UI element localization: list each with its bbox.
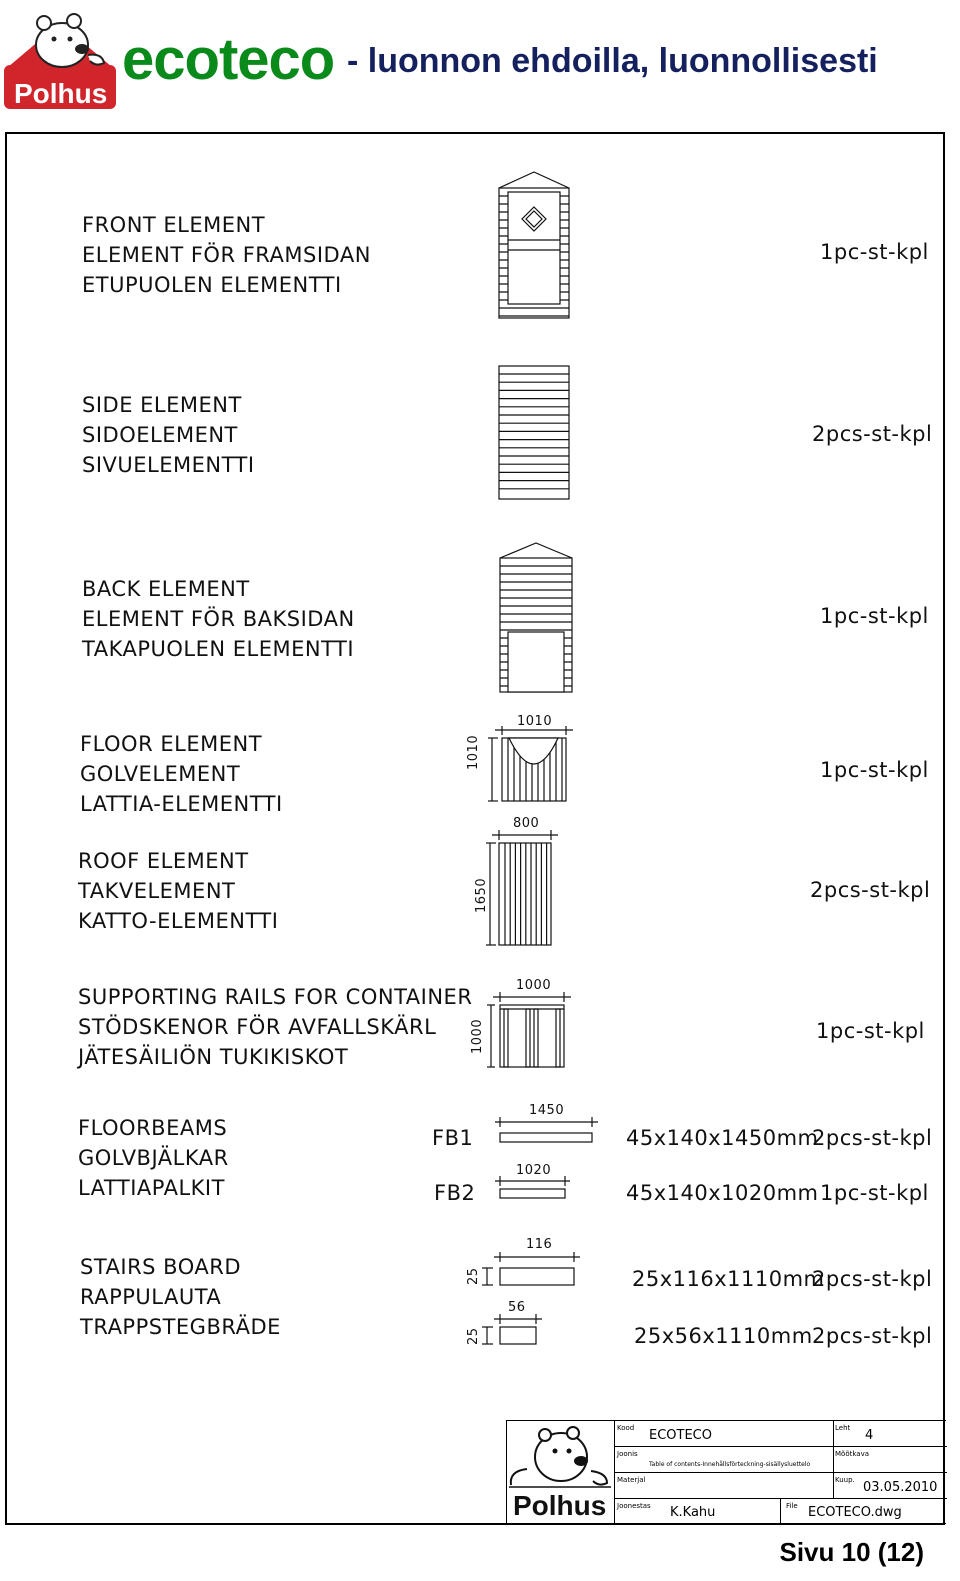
leht-label: Leht xyxy=(835,1424,851,1432)
mootkava-label: Mõõtkava xyxy=(835,1450,870,1458)
size-fb1: 45x140x1450mm xyxy=(626,1126,819,1150)
size-stairs-board-2: 25x56x1110mm xyxy=(634,1324,813,1348)
drawing-back-element xyxy=(500,543,572,692)
qty-fb1: 2pcs-st-kpl xyxy=(812,1126,933,1150)
size-fb2: 45x140x1020mm xyxy=(626,1181,819,1205)
code-fb1: FB1 xyxy=(432,1126,474,1150)
drawing-stairs-board-1 xyxy=(482,1252,580,1285)
joonis-value: Table of contents-Innehållsförteckning-sisällysluettelo xyxy=(649,1461,811,1468)
label-roof-element: ROOF ELEMENT TAKVELEMENT KATTO-ELEMENTTI xyxy=(78,849,279,933)
qty-stairs-board-1: 2pcs-st-kpl xyxy=(812,1267,933,1291)
size-stairs-board-1: 25x116x1110mm xyxy=(632,1267,825,1291)
qty-front-element: 1pc-st-kpl xyxy=(820,240,929,264)
logo-text: Polhus xyxy=(14,78,108,109)
title-block xyxy=(506,1420,946,1524)
qty-floor-element: 1pc-st-kpl xyxy=(820,758,929,782)
dim-rails-height: 1000 xyxy=(470,1018,485,1054)
dim-stair2-height: 25 xyxy=(466,1327,481,1345)
qty-roof-element: 2pcs-st-kpl xyxy=(810,878,931,902)
kood-value: ECOTECO xyxy=(649,1428,712,1443)
dim-fb1-length: 1450 xyxy=(529,1103,565,1118)
label-back-element: BACK ELEMENT ELEMENT FÖR BAKSIDAN TAKAPUOLEN ELEMENTTI xyxy=(82,577,355,661)
qty-back-element: 1pc-st-kpl xyxy=(820,604,929,628)
qty-stairs-board-2: 2pcs-st-kpl xyxy=(812,1324,933,1348)
title-block-logo xyxy=(507,1421,615,1525)
file-label: File xyxy=(786,1502,798,1510)
qty-side-element: 2pcs-st-kpl xyxy=(812,422,933,446)
kuup-value: 03.05.2010 xyxy=(863,1480,938,1495)
dim-stair1-width: 116 xyxy=(526,1237,553,1252)
joonestas-label: Joonestas xyxy=(617,1502,651,1510)
label-floor-element: FLOOR ELEMENT GOLVELEMENT LATTIA-ELEMENTTI xyxy=(80,732,283,816)
drawing-floorbeam-fb1 xyxy=(495,1117,598,1142)
code-fb2: FB2 xyxy=(434,1181,476,1205)
joonis-label: Joonis xyxy=(617,1450,638,1458)
dim-rails-width: 1000 xyxy=(516,978,552,993)
brand-name: ecoteco xyxy=(122,27,335,92)
kuup-label: Kuup. xyxy=(835,1476,855,1484)
joonestas-value: K.Kahu xyxy=(670,1505,716,1520)
dim-roof-width: 800 xyxy=(513,816,540,831)
dim-floor-height: 1010 xyxy=(466,734,481,770)
label-front-element: FRONT ELEMENT ELEMENT FÖR FRAMSIDAN ETUPUOLEN ELEMENTTI xyxy=(82,213,371,297)
label-stairs-board: STAIRS BOARD RAPPULAUTA TRAPPSTEGBRÄDE xyxy=(80,1255,281,1339)
label-side-element: SIDE ELEMENT SIDOELEMENT SIVUELEMENTTI xyxy=(82,393,255,477)
dim-stair2-width: 56 xyxy=(508,1300,526,1315)
leht-value: 4 xyxy=(865,1428,874,1443)
qty-fb2: 1pc-st-kpl xyxy=(820,1181,929,1205)
drawing-side-element xyxy=(499,366,569,499)
drawing-front-element xyxy=(499,172,569,318)
file-value: ECOTECO.dwg xyxy=(808,1505,902,1520)
tagline: - luonnon ehdoilla, luonnollisesti xyxy=(347,42,878,80)
drawing-roof-element xyxy=(486,830,558,945)
dim-floor-width: 1010 xyxy=(517,714,553,729)
materjal-label: Materjal xyxy=(617,1476,646,1484)
page-number: Sivu 10 (12) xyxy=(779,1537,924,1567)
title-block-logo-text: Polhus xyxy=(513,1490,607,1521)
drawing-stairs-board-2 xyxy=(482,1314,542,1344)
dim-roof-height: 1650 xyxy=(474,877,489,913)
drawing-floor-element xyxy=(488,726,573,801)
dim-fb2-length: 1020 xyxy=(516,1163,552,1178)
label-supporting-rails: SUPPORTING RAILS FOR CONTAINER STÖDSKENOR FÖR AVFALLSKÄRL JÄTESÄILIÖN TUKIKISKOT xyxy=(78,985,473,1069)
kood-label: Kood xyxy=(617,1424,635,1432)
label-floorbeams: FLOORBEAMS GOLVBJÄLKAR LATTIAPALKIT xyxy=(78,1116,229,1200)
drawing-floorbeam-fb2 xyxy=(495,1176,570,1198)
drawing-supporting-rails xyxy=(487,992,571,1067)
qty-supporting-rails: 1pc-st-kpl xyxy=(816,1019,925,1043)
dim-stair1-height: 25 xyxy=(466,1267,481,1285)
